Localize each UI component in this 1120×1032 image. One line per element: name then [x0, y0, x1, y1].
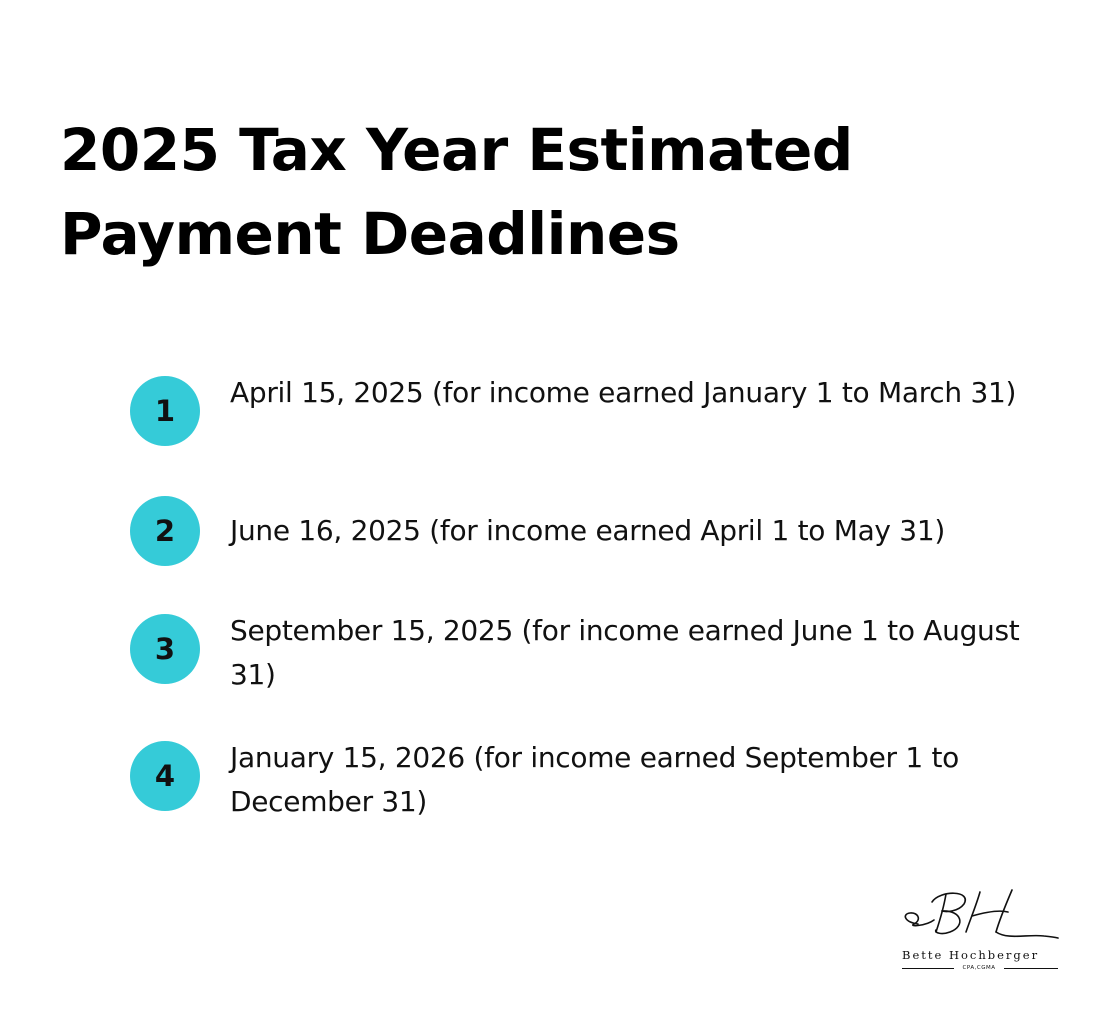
logo-name: Bette Hochberger [902, 948, 1040, 962]
logo-rule [1004, 968, 1058, 969]
deadline-text: June 16, 2025 (for income earned April 1 to May 31) [230, 514, 945, 547]
deadline-number-badge: 4 [130, 741, 200, 811]
deadline-text: April 15, 2025 (for income earned January 1 to March 31) [230, 376, 1017, 409]
brand-logo [896, 886, 1066, 976]
deadline-text: January 15, 2026 (for income earned September 1 to December 31) [230, 741, 959, 818]
bh-script-monogram-icon [896, 886, 1066, 948]
page-title [60, 108, 1060, 276]
deadline-text: September 15, 2025 (for income earned June 1 to August 31) [230, 614, 1020, 691]
logo-credentials: CPA,CGMA [962, 965, 996, 971]
page-title-line-1: 2025 Tax Year Estimated [60, 116, 853, 184]
deadline-number-badge: 1 [130, 376, 200, 446]
deadline-number-badge: 3 [130, 614, 200, 684]
deadline-number-badge: 2 [130, 496, 200, 566]
page-title-line-2: Payment Deadlines [60, 200, 680, 268]
logo-rule [902, 968, 954, 969]
